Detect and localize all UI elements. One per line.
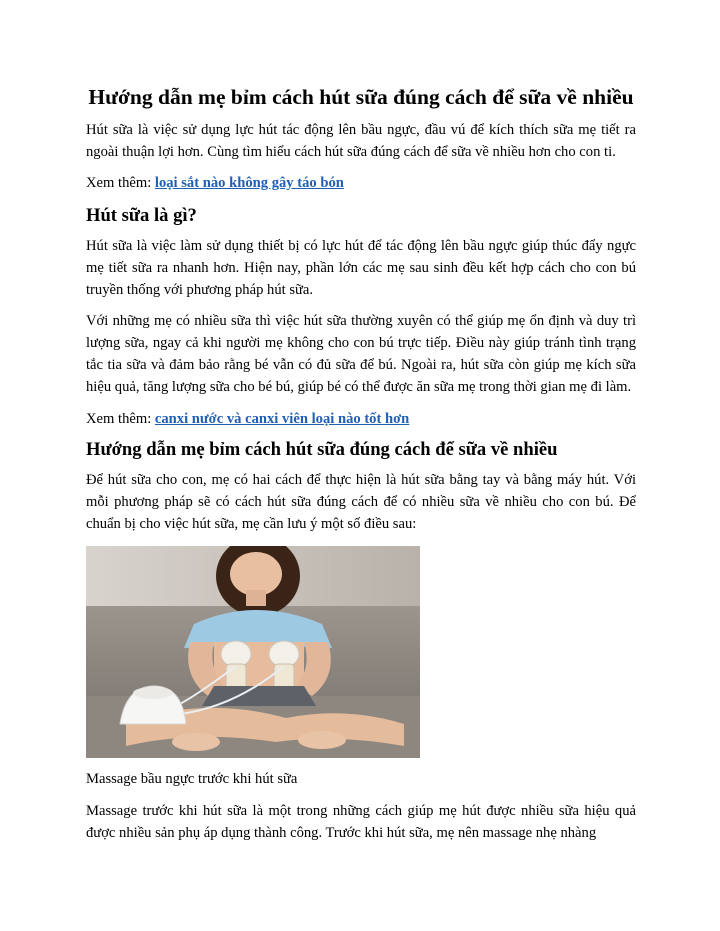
see-also-1-prefix: Xem thêm:	[86, 175, 155, 191]
see-also-1	[86, 172, 636, 194]
breast-pumping-photo	[86, 546, 420, 758]
section-1-paragraph-2: Với những mẹ có nhiều sữa thì việc hút sữa thường xuyên có thể giúp mẹ ổn định và duy trì lượng sữa, ngay cả khi người mẹ không cho con bú trực tiếp. Điều này giúp tránh tình trạng tắc tia sữa và đảm bảo rằng bé vẫn có đủ sữa để bú. Ngoài ra, hút sữa còn giúp mẹ kích sữa hiệu quả, tăng lượng sữa cho bé bú, giúp bé có thể được ăn sữa mẹ trong thời gian mẹ đi làm.	[86, 313, 636, 395]
intro-paragraph: Hút sữa là việc sử dụng lực hút tác động lên bầu ngực, đầu vú để kích thích sữa mẹ tiết ra ngoài thuận lợi hơn. Cùng tìm hiểu cách hút sữa đúng cách để sữa về nhiều hơn cho con ti.	[86, 122, 636, 160]
document-page	[86, 82, 636, 844]
section-3-paragraph-1: Massage trước khi hút sữa là một trong những cách giúp mẹ hút được nhiều sữa hiệu quả được nhiều sản phụ áp dụng thành công. Trước khi hút sữa, mẹ nên massage nhẹ nhàng	[86, 803, 636, 841]
figure-caption: Massage bầu ngực trước khi hút sữa	[86, 771, 298, 787]
section-2-paragraph-1: Để hút sữa cho con, mẹ có hai cách để thực hiện là hút sữa bằng tay và bằng máy hút. Với mỗi phương pháp sẽ có cách hút sữa đúng cách để có nhiều sữa về nhiều cho con bú. Để chuẩn bị cho việc hút sữa, mẹ cần lưu ý một số điều sau:	[86, 472, 636, 532]
section-1-heading: Hút sữa là gì?	[86, 205, 197, 226]
document-title: Hướng dẫn mẹ bỉm cách hút sữa đúng cách để sữa về nhiều	[88, 85, 634, 109]
see-also-2-link[interactable]: canxi nước và canxi viên loại nào tốt hơn	[154, 411, 410, 427]
section-2-heading: Hướng dẫn mẹ bỉm cách hút sữa đúng cách để sữa về nhiều	[86, 439, 558, 460]
see-also-1-link[interactable]: loại sắt nào không gây táo bón	[154, 175, 344, 191]
section-1-paragraph-1: Hút sữa là việc làm sử dụng thiết bị có lực hút để tác động lên bầu ngực giúp thúc đẩy ngực mẹ tiết sữa ra nhanh hơn. Hiện nay, phần lớn các mẹ sau sinh đều kết hợp cách cho con bú truyền thống với phương pháp hút sữa.	[86, 238, 636, 298]
see-also-2-prefix: Xem thêm:	[86, 411, 155, 427]
see-also-2	[86, 408, 636, 430]
